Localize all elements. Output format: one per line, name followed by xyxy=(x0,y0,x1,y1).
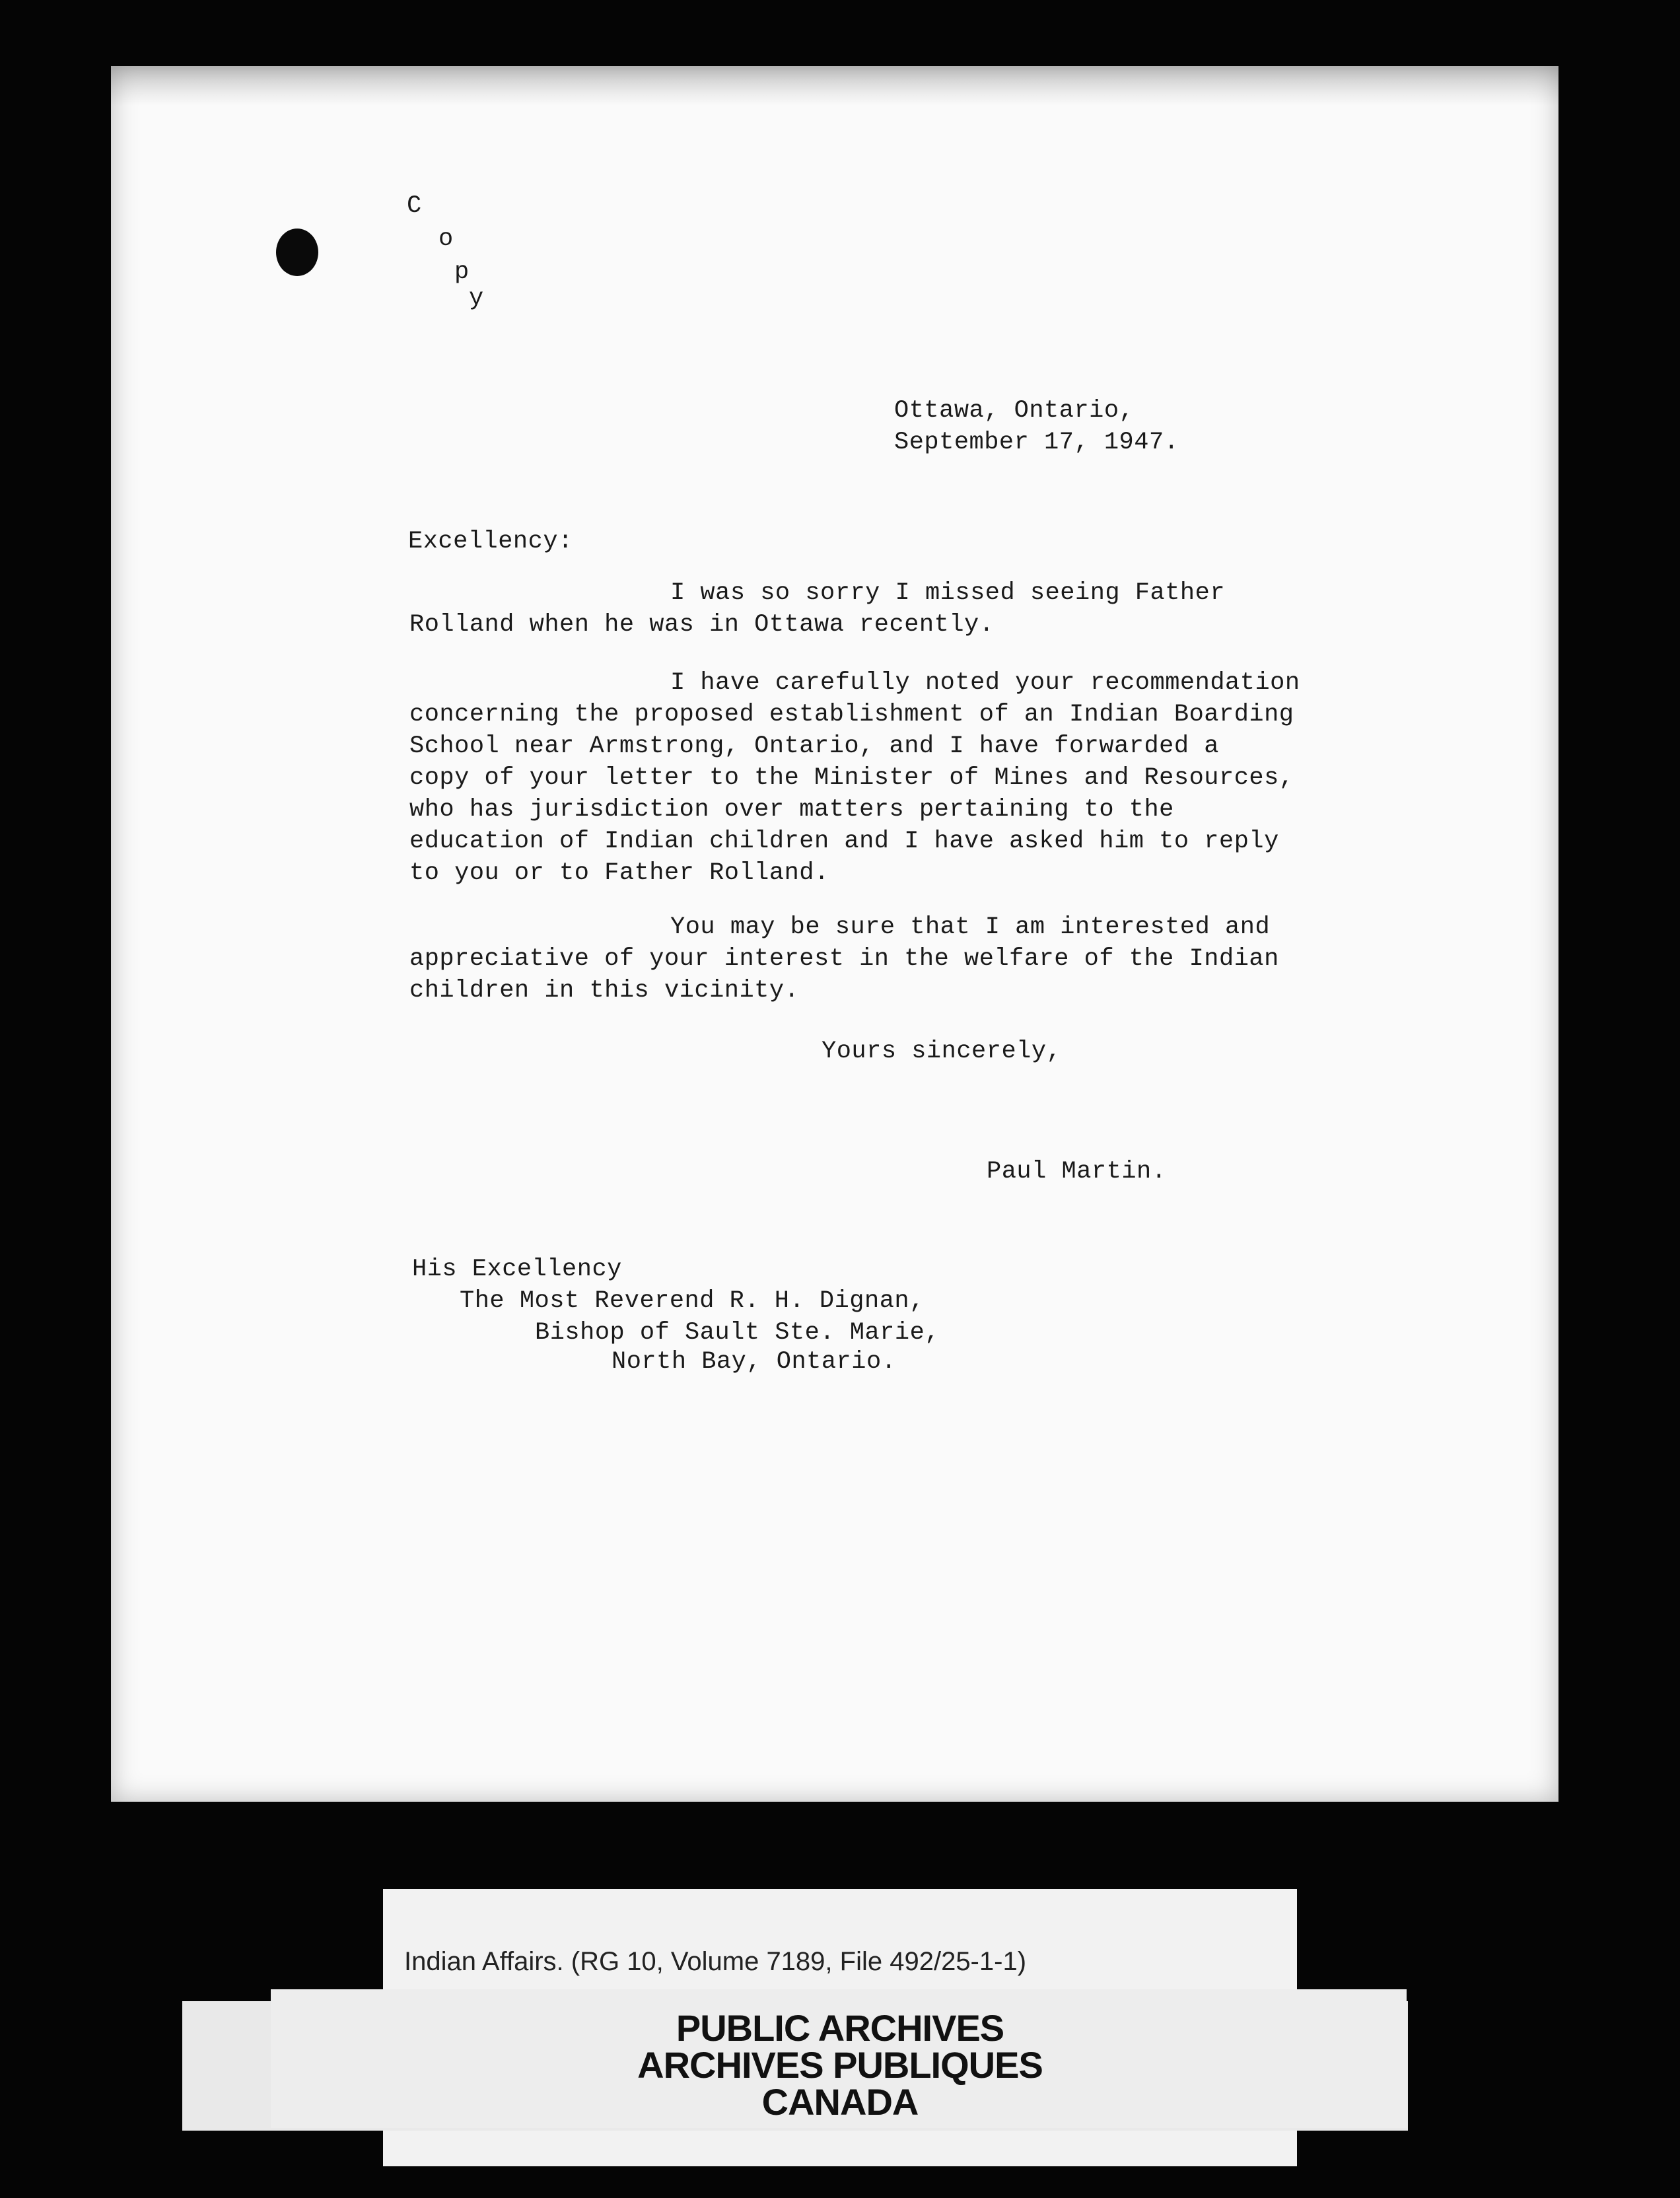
closing: Yours sincerely, xyxy=(822,1038,1062,1065)
paragraph-line: children in this vicinity. xyxy=(409,977,800,1005)
letter-place: Ottawa, Ontario, xyxy=(894,397,1135,425)
punch-hole xyxy=(276,229,318,276)
paragraph-line: who has jurisdiction over matters pertaining to the xyxy=(409,796,1174,824)
paragraph-line: Rolland when he was in Ottawa recently. xyxy=(409,611,995,639)
paragraph-line: You may be sure that I am interested and xyxy=(670,913,1271,941)
archive-stamp-line: PUBLIC ARCHIVES xyxy=(676,2007,1004,2049)
signature: Paul Martin. xyxy=(987,1158,1167,1186)
copy-mark-letter: o xyxy=(438,225,454,253)
letter-date: September 17, 1947. xyxy=(894,429,1179,456)
archive-reference: Indian Affairs. (RG 10, Volume 7189, File 492/25-1-1) xyxy=(404,1947,1027,1976)
copy-mark-letter: y xyxy=(469,285,484,312)
paragraph-line: concerning the proposed establishment of an Indian Boarding xyxy=(409,701,1294,728)
paragraph-line: education of Indian children and I have asked him to reply xyxy=(409,828,1279,855)
copy-mark-letter: C xyxy=(407,192,422,220)
paragraph-line: appreciative of your interest in the welfare of the Indian xyxy=(409,945,1279,973)
paragraph-line: School near Armstrong, Ontario, and I have forwarded a xyxy=(409,732,1219,760)
paragraph-2 xyxy=(409,667,1321,889)
copy-mark-letter: p xyxy=(454,258,470,286)
paragraph-line: to you or to Father Rolland. xyxy=(409,859,829,887)
archive-stamp-line: CANADA xyxy=(761,2081,919,2123)
address-line: His Excellency xyxy=(412,1256,622,1283)
address-line: The Most Reverend R. H. Dignan, xyxy=(460,1287,925,1315)
paragraph-1 xyxy=(409,577,1321,641)
archive-stamp-line: ARCHIVES PUBLIQUES xyxy=(637,2044,1043,2086)
address-line: Bishop of Sault Ste. Marie, xyxy=(535,1319,940,1347)
paragraph-line: copy of your letter to the Minister of Mines and Resources, xyxy=(409,764,1294,792)
salutation: Excellency: xyxy=(408,528,573,555)
paragraph-line: I was so sorry I missed seeing Father xyxy=(670,579,1226,607)
paragraph-line: I have carefully noted your recommendation xyxy=(670,669,1300,697)
address-line: North Bay, Ontario. xyxy=(612,1348,897,1376)
paragraph-3 xyxy=(409,911,1321,1007)
